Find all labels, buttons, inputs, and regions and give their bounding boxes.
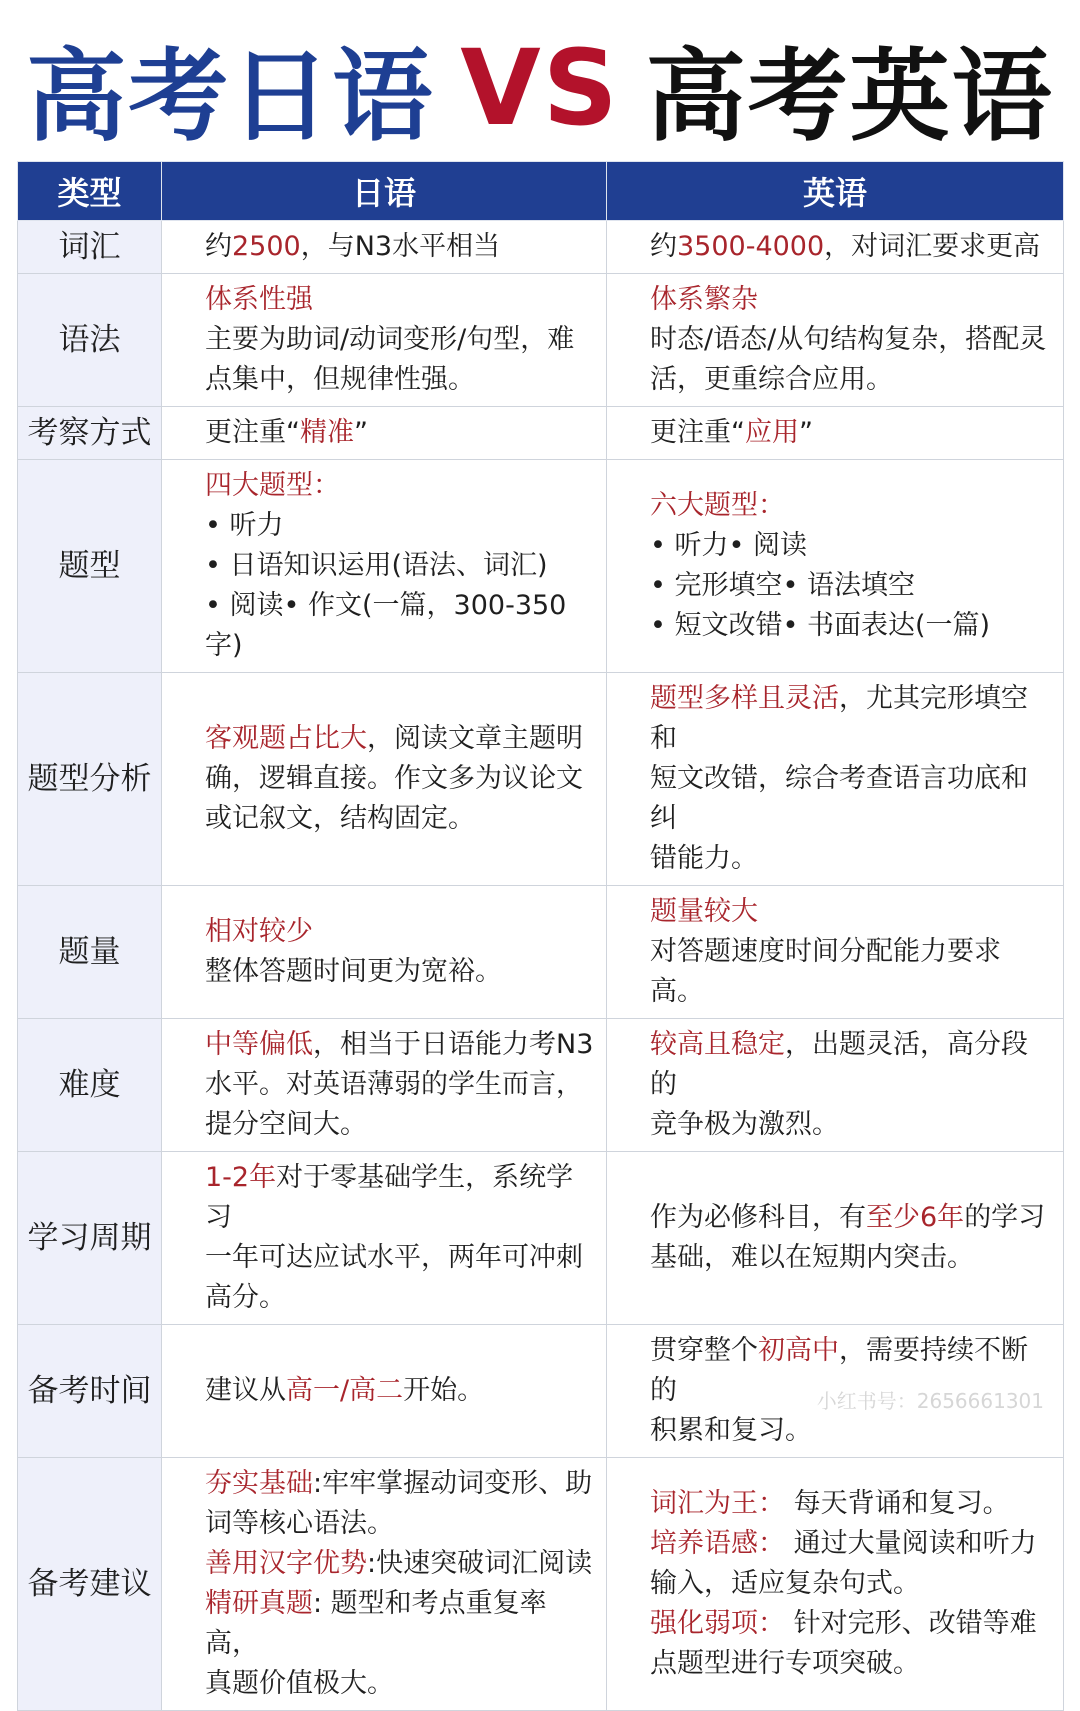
cell-line: [205, 952, 594, 992]
cell-line: [205, 413, 594, 453]
english-cell: [607, 274, 1064, 407]
cell-text: • 完形填空• 语法填空: [650, 570, 916, 601]
cell-line: [205, 1025, 594, 1065]
watermark: 小红书号：2656661301: [816, 1389, 1044, 1413]
cell-text: 点集中，但规律性强。: [205, 364, 475, 395]
table-row: [18, 274, 1064, 407]
cell-line: [650, 566, 1051, 606]
cell-text: 整体答题时间更为宽裕。: [205, 956, 502, 987]
cell-line: [650, 280, 1051, 320]
english-cell: [607, 886, 1064, 1019]
table-header-row: [18, 162, 1064, 221]
cell-text: 每天背诵和复习。: [785, 1488, 1010, 1519]
cell-line: [650, 679, 1051, 759]
category-cell: 难度: [18, 1019, 162, 1152]
cell-text: 或记叙文，结构固定。: [205, 803, 475, 834]
cell-text: 约: [650, 231, 677, 262]
english-cell: [607, 407, 1064, 460]
cell-line: [650, 839, 1051, 879]
cell-line: [650, 1564, 1051, 1604]
cell-text: ”: [354, 417, 368, 448]
cell-text: • 听力• 阅读: [650, 530, 808, 561]
cell-text: 更注重“: [650, 417, 745, 448]
cell-line: [650, 1105, 1051, 1145]
highlight-text: 精准: [300, 417, 354, 448]
cell-text: • 短文改错• 书面表达(一篇): [650, 610, 991, 641]
cell-line: [650, 413, 1051, 453]
japanese-cell: [162, 1152, 607, 1325]
highlight-text: 2500: [232, 231, 301, 262]
highlight-text: 应用: [745, 417, 799, 448]
cell-text: 主要为助词/动词变形/句型，难: [205, 324, 575, 355]
cell-text: 提分空间大。: [205, 1109, 367, 1140]
cell-text: 开始。: [403, 1375, 485, 1406]
cell-text: 水平。对英语薄弱的学生而言，: [205, 1069, 583, 1100]
category-cell: 考察方式: [18, 407, 162, 460]
highlight-text: 精研真题: [205, 1588, 313, 1619]
cell-text: 贯穿整个: [650, 1335, 758, 1366]
cell-line: [650, 1198, 1051, 1238]
cell-line: [205, 506, 594, 546]
highlight-text: 相对较少: [205, 916, 313, 947]
cell-line: [650, 759, 1051, 839]
category-cell: 备考时间: [18, 1325, 162, 1458]
page-title: [0, 24, 1080, 155]
cell-text: 的学习: [964, 1202, 1046, 1233]
japanese-cell: [162, 1325, 607, 1458]
english-cell: [607, 673, 1064, 886]
cell-text: 更注重“: [205, 417, 300, 448]
highlight-text: 体系性强: [205, 284, 313, 315]
japanese-cell: [162, 886, 607, 1019]
cell-line: [205, 719, 594, 759]
table-row: [18, 460, 1064, 673]
cell-line: [205, 1278, 594, 1318]
cell-text: 针对完形、改错等难: [785, 1608, 1037, 1639]
highlight-text: 3500-4000: [677, 231, 825, 262]
table-row: [18, 1019, 1064, 1152]
cell-line: [650, 1604, 1051, 1644]
cell-line: [205, 1238, 594, 1278]
cell-text: 竞争极为激烈。: [650, 1109, 839, 1140]
title-japanese: 高考日语: [26, 38, 435, 155]
highlight-text: 初高中: [758, 1335, 839, 1366]
cell-text: : 题型和考点重复率高，: [205, 1588, 547, 1659]
cell-text: 输入，适应复杂句式。: [650, 1568, 920, 1599]
cell-line: [650, 486, 1051, 526]
cell-line: [205, 227, 594, 267]
cell-line: [205, 1105, 594, 1145]
highlight-text: 夯实基础: [205, 1468, 313, 1499]
cell-text: 错能力。: [650, 843, 758, 874]
table-row: [18, 1458, 1064, 1711]
cell-text: 一年可达应试水平，两年可冲刺: [205, 1242, 583, 1273]
cell-line: [205, 1065, 594, 1105]
cell-text: 作为必修科目，有: [650, 1202, 866, 1233]
highlight-text: 善用汉字优势: [205, 1548, 367, 1579]
cell-text: ，出题灵活，高分段的: [650, 1029, 1028, 1100]
highlight-text: 题型多样且灵活: [650, 683, 839, 714]
highlight-text: 词汇为王：: [650, 1488, 785, 1519]
category-cell: 备考建议: [18, 1458, 162, 1711]
cell-text: ，阅读文章主题明: [367, 723, 583, 754]
cell-text: :快速突破词汇阅读: [367, 1548, 593, 1579]
japanese-cell: [162, 407, 607, 460]
table-row: [18, 673, 1064, 886]
highlight-text: 培养语感：: [650, 1528, 785, 1559]
cell-text: ，尤其完形填空和: [650, 683, 1028, 754]
highlight-text: 客观题占比大: [205, 723, 367, 754]
highlight-text: 高一/高二: [286, 1375, 404, 1406]
cell-line: [650, 1484, 1051, 1524]
header-type: 类型: [18, 162, 162, 221]
cell-text: 积累和复习。: [650, 1415, 812, 1446]
cell-line: [650, 526, 1051, 566]
cell-line: [205, 586, 594, 666]
cell-line: [650, 606, 1051, 646]
title-vs: VS: [460, 27, 620, 149]
category-cell: 题量: [18, 886, 162, 1019]
cell-line: [205, 280, 594, 320]
cell-text: • 阅读• 作文(一篇，300-350字): [205, 590, 567, 661]
comparison-table: [17, 161, 1064, 1711]
cell-text: ，对词汇要求更高: [824, 231, 1041, 262]
cell-line: [205, 320, 594, 360]
cell-text: 对答题速度时间分配能力要求高。: [650, 936, 1001, 1007]
cell-text: 真题价值极大。: [205, 1668, 394, 1699]
category-cell: 语法: [18, 274, 162, 407]
table-row: [18, 407, 1064, 460]
english-cell: [607, 1458, 1064, 1711]
highlight-text: 1-2年: [205, 1162, 277, 1193]
japanese-cell: [162, 1019, 607, 1152]
highlight-text: 六大题型：: [650, 490, 785, 521]
cell-line: [650, 1524, 1051, 1564]
category-cell: 学习周期: [18, 1152, 162, 1325]
highlight-text: 较高且稳定: [650, 1029, 785, 1060]
cell-line: [205, 1158, 594, 1238]
cell-line: [650, 1238, 1051, 1278]
japanese-cell: [162, 274, 607, 407]
cell-text: • 听力: [205, 510, 284, 541]
english-cell: [607, 1152, 1064, 1325]
cell-text: 活，更重综合应用。: [650, 364, 893, 395]
cell-line: [650, 932, 1051, 1012]
cell-line: [205, 546, 594, 586]
header-japanese: 日语: [162, 162, 607, 221]
highlight-text: 题量较大: [650, 896, 758, 927]
cell-line: [205, 1464, 594, 1504]
cell-line: [205, 1664, 594, 1704]
cell-text: 约: [205, 231, 232, 262]
highlight-text: 中等偏低: [205, 1029, 313, 1060]
highlight-text: 强化弱项：: [650, 1608, 785, 1639]
cell-text: ，相当于日语能力考N3: [313, 1029, 594, 1060]
cell-line: [650, 1644, 1051, 1684]
cell-text: 时态/语态/从句结构复杂，搭配灵: [650, 324, 1047, 355]
category-cell: 词汇: [18, 221, 162, 274]
cell-line: [205, 759, 594, 799]
cell-line: [205, 1584, 594, 1664]
japanese-cell: [162, 460, 607, 673]
category-cell: 题型分析: [18, 673, 162, 886]
english-cell: [607, 221, 1064, 274]
table-row: [18, 1152, 1064, 1325]
highlight-text: 体系繁杂: [650, 284, 758, 315]
cell-line: [650, 892, 1051, 932]
cell-line: [650, 1411, 1051, 1451]
table-row: [18, 886, 1064, 1019]
cell-line: [205, 799, 594, 839]
cell-text: 短文改错，综合考查语言功底和纠: [650, 763, 1028, 834]
highlight-text: 四大题型：: [205, 470, 340, 501]
cell-text: ，需要持续不断的: [650, 1335, 1028, 1406]
cell-line: [205, 1544, 594, 1584]
cell-text: 对于零基础学生，系统学习: [205, 1162, 574, 1233]
english-cell: [607, 460, 1064, 673]
cell-line: [205, 1504, 594, 1544]
cell-text: ”: [799, 417, 813, 448]
english-cell: [607, 1019, 1064, 1152]
cell-text: :牢牢掌握动词变形、助: [313, 1468, 593, 1499]
cell-line: [650, 360, 1051, 400]
japanese-cell: [162, 221, 607, 274]
japanese-cell: [162, 673, 607, 886]
cell-text: 高分。: [205, 1282, 286, 1313]
title-english: 高考英语: [645, 38, 1054, 155]
cell-line: [205, 912, 594, 952]
cell-text: 确，逻辑直接。作文多为议论文: [205, 763, 583, 794]
cell-text: 建议从: [205, 1375, 286, 1406]
cell-line: [205, 360, 594, 400]
cell-line: [650, 227, 1051, 267]
cell-text: 通过大量阅读和听力: [785, 1528, 1037, 1559]
category-cell: 题型: [18, 460, 162, 673]
cell-text: 点题型进行专项突破。: [650, 1648, 920, 1679]
header-english: 英语: [607, 162, 1064, 221]
cell-line: [205, 1371, 594, 1411]
cell-text: 基础，难以在短期内突击。: [650, 1242, 974, 1273]
cell-text: • 日语知识运用(语法、词汇): [205, 550, 548, 581]
cell-text: ，与N3水平相当: [300, 231, 501, 262]
cell-line: [205, 466, 594, 506]
cell-line: [650, 1025, 1051, 1105]
table-row: [18, 221, 1064, 274]
cell-line: [650, 320, 1051, 360]
cell-text: 词等核心语法。: [205, 1508, 394, 1539]
highlight-text: 至少6年: [866, 1202, 965, 1233]
japanese-cell: [162, 1458, 607, 1711]
